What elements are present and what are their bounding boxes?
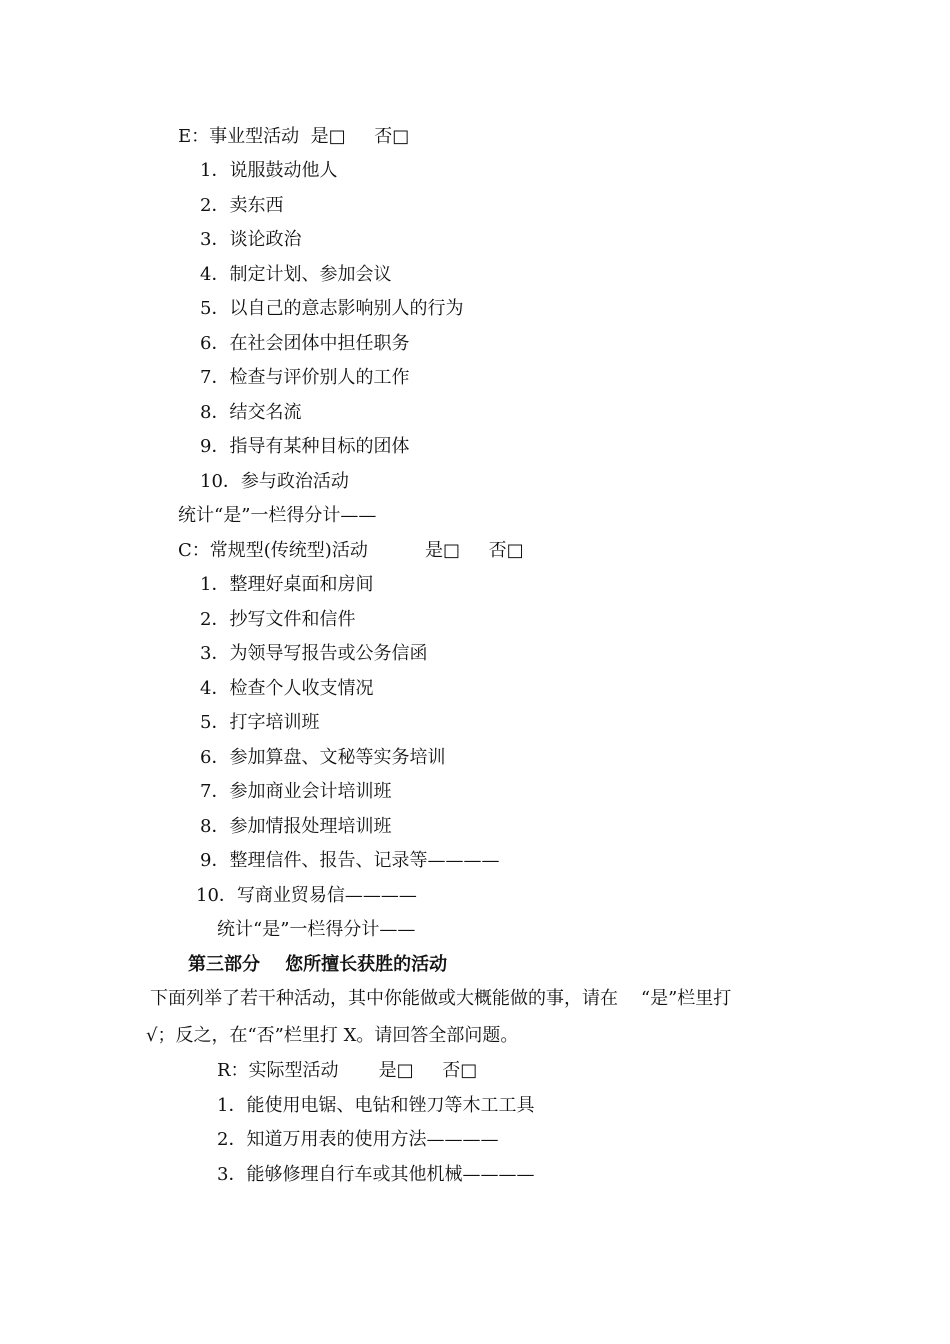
list-item: 4．检查个人收支情况 [200,678,374,699]
list-item: 2．抄写文件和信件 [200,609,356,630]
list-item: 2．知道万用表的使用方法———— [217,1129,499,1150]
list-item: 7．检查与评价别人的工作 [200,367,410,388]
list-item: 1．能使用电锯、电钻和锉刀等木工工具 [217,1095,535,1116]
list-item: 2．卖东西 [200,195,284,216]
list-item: 1．说服鼓动他人 [200,160,338,181]
part3-title: 第三部分 您所擅长获胜的活动 [188,954,448,975]
list-item: 3．能够修理自行车或其他机械———— [217,1164,535,1185]
list-item: 7．参加商业会计培训班 [200,781,392,802]
section-e-heading: E：事业型活动 是□ 否□ [178,126,410,147]
section-e-total: 统计“是”一栏得分计—— [178,505,377,526]
list-item: 6．在社会团体中担任职务 [200,333,410,354]
list-item: 3．谈论政治 [200,229,302,250]
part3-intro-line2: √；反之，在“否”栏里打 X。请回答全部问题。 [146,1025,519,1046]
list-item: 9．指导有某种目标的团体 [200,436,410,457]
part3-intro-line1: 下面列举了若干种活动，其中你能做或大概能做的事，请在 “是”栏里打 [150,988,732,1009]
list-item: 6．参加算盘、文秘等实务培训 [200,747,446,768]
list-item: 9．整理信件、报告、记录等———— [200,850,500,871]
section-c-heading: C：常规型(传统型)活动 是□ 否□ [178,540,524,561]
list-item: 3．为领导写报告或公务信函 [200,643,428,664]
list-item: 5．打字培训班 [200,712,320,733]
list-item: 10．写商业贸易信———— [196,885,417,906]
section-r-heading: R：实际型活动 是□ 否□ [217,1060,478,1081]
list-item: 4．制定计划、参加会议 [200,264,392,285]
list-item: 1．整理好桌面和房间 [200,574,374,595]
list-item: 8．参加情报处理培训班 [200,816,392,837]
list-item: 8．结交名流 [200,402,302,423]
list-item: 10．参与政治活动 [200,471,349,492]
list-item: 5．以自己的意志影响别人的行为 [200,298,464,319]
section-c-total: 统计“是”一栏得分计—— [217,919,416,940]
